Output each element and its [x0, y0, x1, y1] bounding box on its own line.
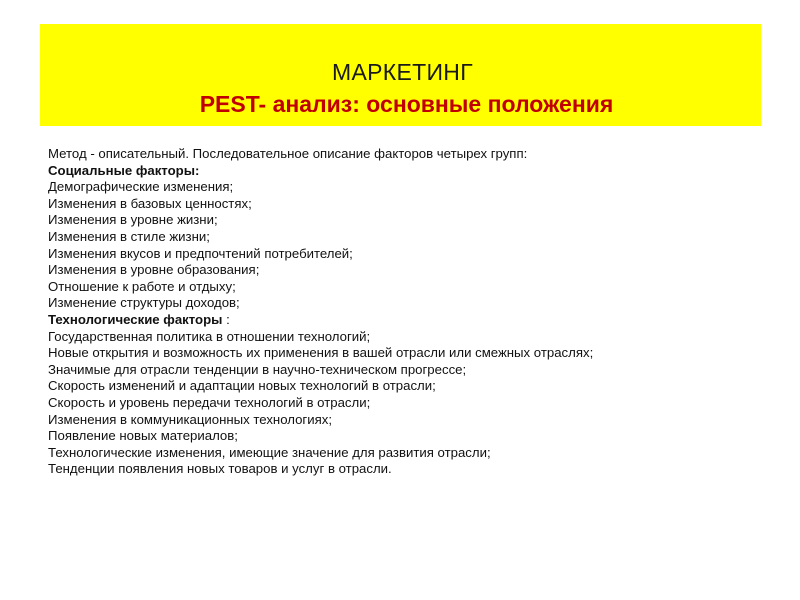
tech-factor-item: Скорость изменений и адаптации новых технологий в отрасли;	[48, 378, 436, 394]
tech-factor-item: Изменения в коммуникационных технологиях;	[48, 411, 333, 427]
slide-title: МАРКЕТИНГ	[332, 59, 473, 85]
social-factor-item: Изменения в стиле жизни;	[48, 228, 210, 244]
tech-factors-heading: Технологические факторы	[48, 311, 223, 327]
social-factors-heading: Социальные факторы:	[48, 162, 200, 178]
social-factor-item: Изменения в базовых ценностях;	[48, 195, 252, 211]
social-factor-item: Отношение к работе и отдыху;	[48, 278, 236, 294]
tech-factor-item: Скорость и уровень передачи технологий в отрасли;	[48, 394, 371, 410]
social-factor-item: Изменения вкусов и предпочтений потребителей;	[48, 245, 353, 261]
tech-factor-item: Тенденции появления новых товаров и услуг в отрасли.	[48, 461, 392, 477]
tech-factor-item: Новые открытия и возможность их применения в вашей отрасли или смежных отраслях;	[48, 345, 594, 361]
tech-factor-item: Появление новых материалов;	[48, 428, 238, 444]
social-factor-item: Изменения в уровне жизни;	[48, 212, 218, 228]
tech-factors-heading-suffix: :	[222, 311, 230, 327]
social-factor-item: Изменения в уровне образования;	[48, 262, 260, 278]
tech-factor-item: Государственная политика в отношении технологий;	[48, 328, 371, 344]
tech-factors-heading-line	[48, 312, 778, 329]
social-factor-item: Изменение структуры доходов;	[48, 295, 240, 311]
intro-text: Метод - описательный. Последовательное описание факторов четырех групп:	[48, 146, 528, 161]
slide-subtitle: PEST- анализ: основные положения	[199, 91, 614, 117]
social-factor-item: Демографические изменения;	[48, 179, 234, 195]
title-banner	[40, 24, 761, 126]
slide-body	[48, 146, 778, 478]
tech-factor-item: Значимые для отрасли тенденции в научно-техническом прогрессе;	[48, 361, 467, 377]
tech-factor-item: Технологические изменения, имеющие значение для развития отрасли;	[48, 444, 491, 460]
